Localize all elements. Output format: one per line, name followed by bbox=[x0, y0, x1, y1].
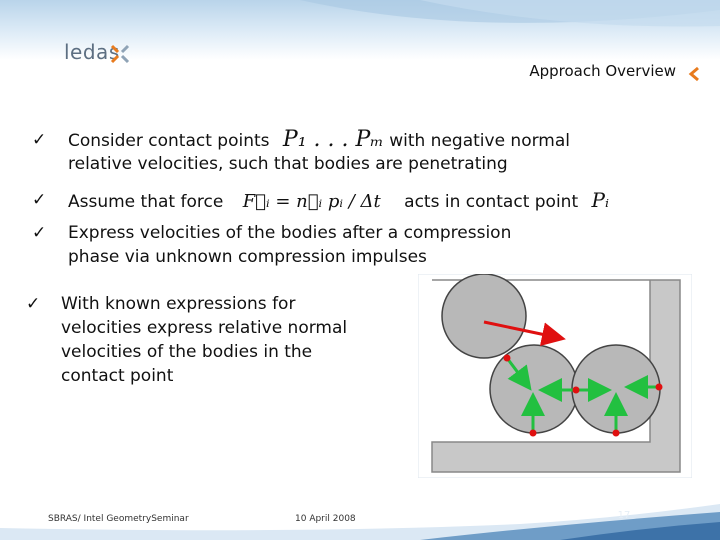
bullet-4-line-2: velocities express relative normal bbox=[61, 318, 348, 338]
bullet-2-text-post: acts in contact point bbox=[404, 192, 579, 212]
ledas-logo: ledas bbox=[64, 40, 120, 64]
footer-date: 10 April 2008 bbox=[295, 514, 356, 524]
contact-point bbox=[573, 387, 580, 394]
bullet-2-point: Pᵢ bbox=[591, 188, 610, 212]
check-icon: ✓ bbox=[32, 223, 47, 243]
bullet-2-formula: F⃗ᵢ = n⃗ᵢ pᵢ / Δt bbox=[242, 191, 381, 212]
check-icon: ✓ bbox=[26, 294, 41, 314]
contact-point bbox=[613, 430, 620, 437]
bullet-2-line bbox=[68, 188, 609, 214]
bullet-4-line-4: contact point bbox=[61, 366, 174, 386]
check-icon: ✓ bbox=[32, 130, 47, 150]
contact-point bbox=[656, 384, 663, 391]
bullet-1-text-post: with negative normal bbox=[389, 131, 570, 151]
bullet-2-text-pre: Assume that force bbox=[68, 192, 224, 212]
bullet-4-line-1: With known expressions for bbox=[61, 294, 296, 314]
ledas-logo-mark-icon bbox=[110, 44, 130, 64]
bullet-1-line-1 bbox=[68, 128, 570, 153]
bullet-3-line-2: phase via unknown compression impulses bbox=[68, 247, 427, 267]
section-title: Approach Overview bbox=[529, 62, 676, 80]
check-icon: ✓ bbox=[32, 190, 47, 210]
footer-seminar: SBRAS/ Intel GeometrySeminar bbox=[48, 514, 189, 524]
bullet-1-formula-range: P₁ . . . Pₘ bbox=[282, 127, 384, 152]
bullet-1-line-2: relative velocities, such that bodies are penetrating bbox=[68, 154, 508, 174]
ball-top bbox=[442, 274, 526, 358]
bullet-4-line-3: velocities of the bodies in the bbox=[61, 342, 313, 362]
bullet-1-text-pre: Consider contact points bbox=[68, 131, 270, 151]
page-number: 17 bbox=[617, 510, 631, 521]
bullet-3-line-1: Express velocities of the bodies after a compression bbox=[68, 223, 512, 243]
contact-point bbox=[530, 430, 537, 437]
contact-point bbox=[504, 355, 511, 362]
chevron-left-icon bbox=[688, 66, 700, 82]
contact-diagram bbox=[418, 274, 692, 478]
